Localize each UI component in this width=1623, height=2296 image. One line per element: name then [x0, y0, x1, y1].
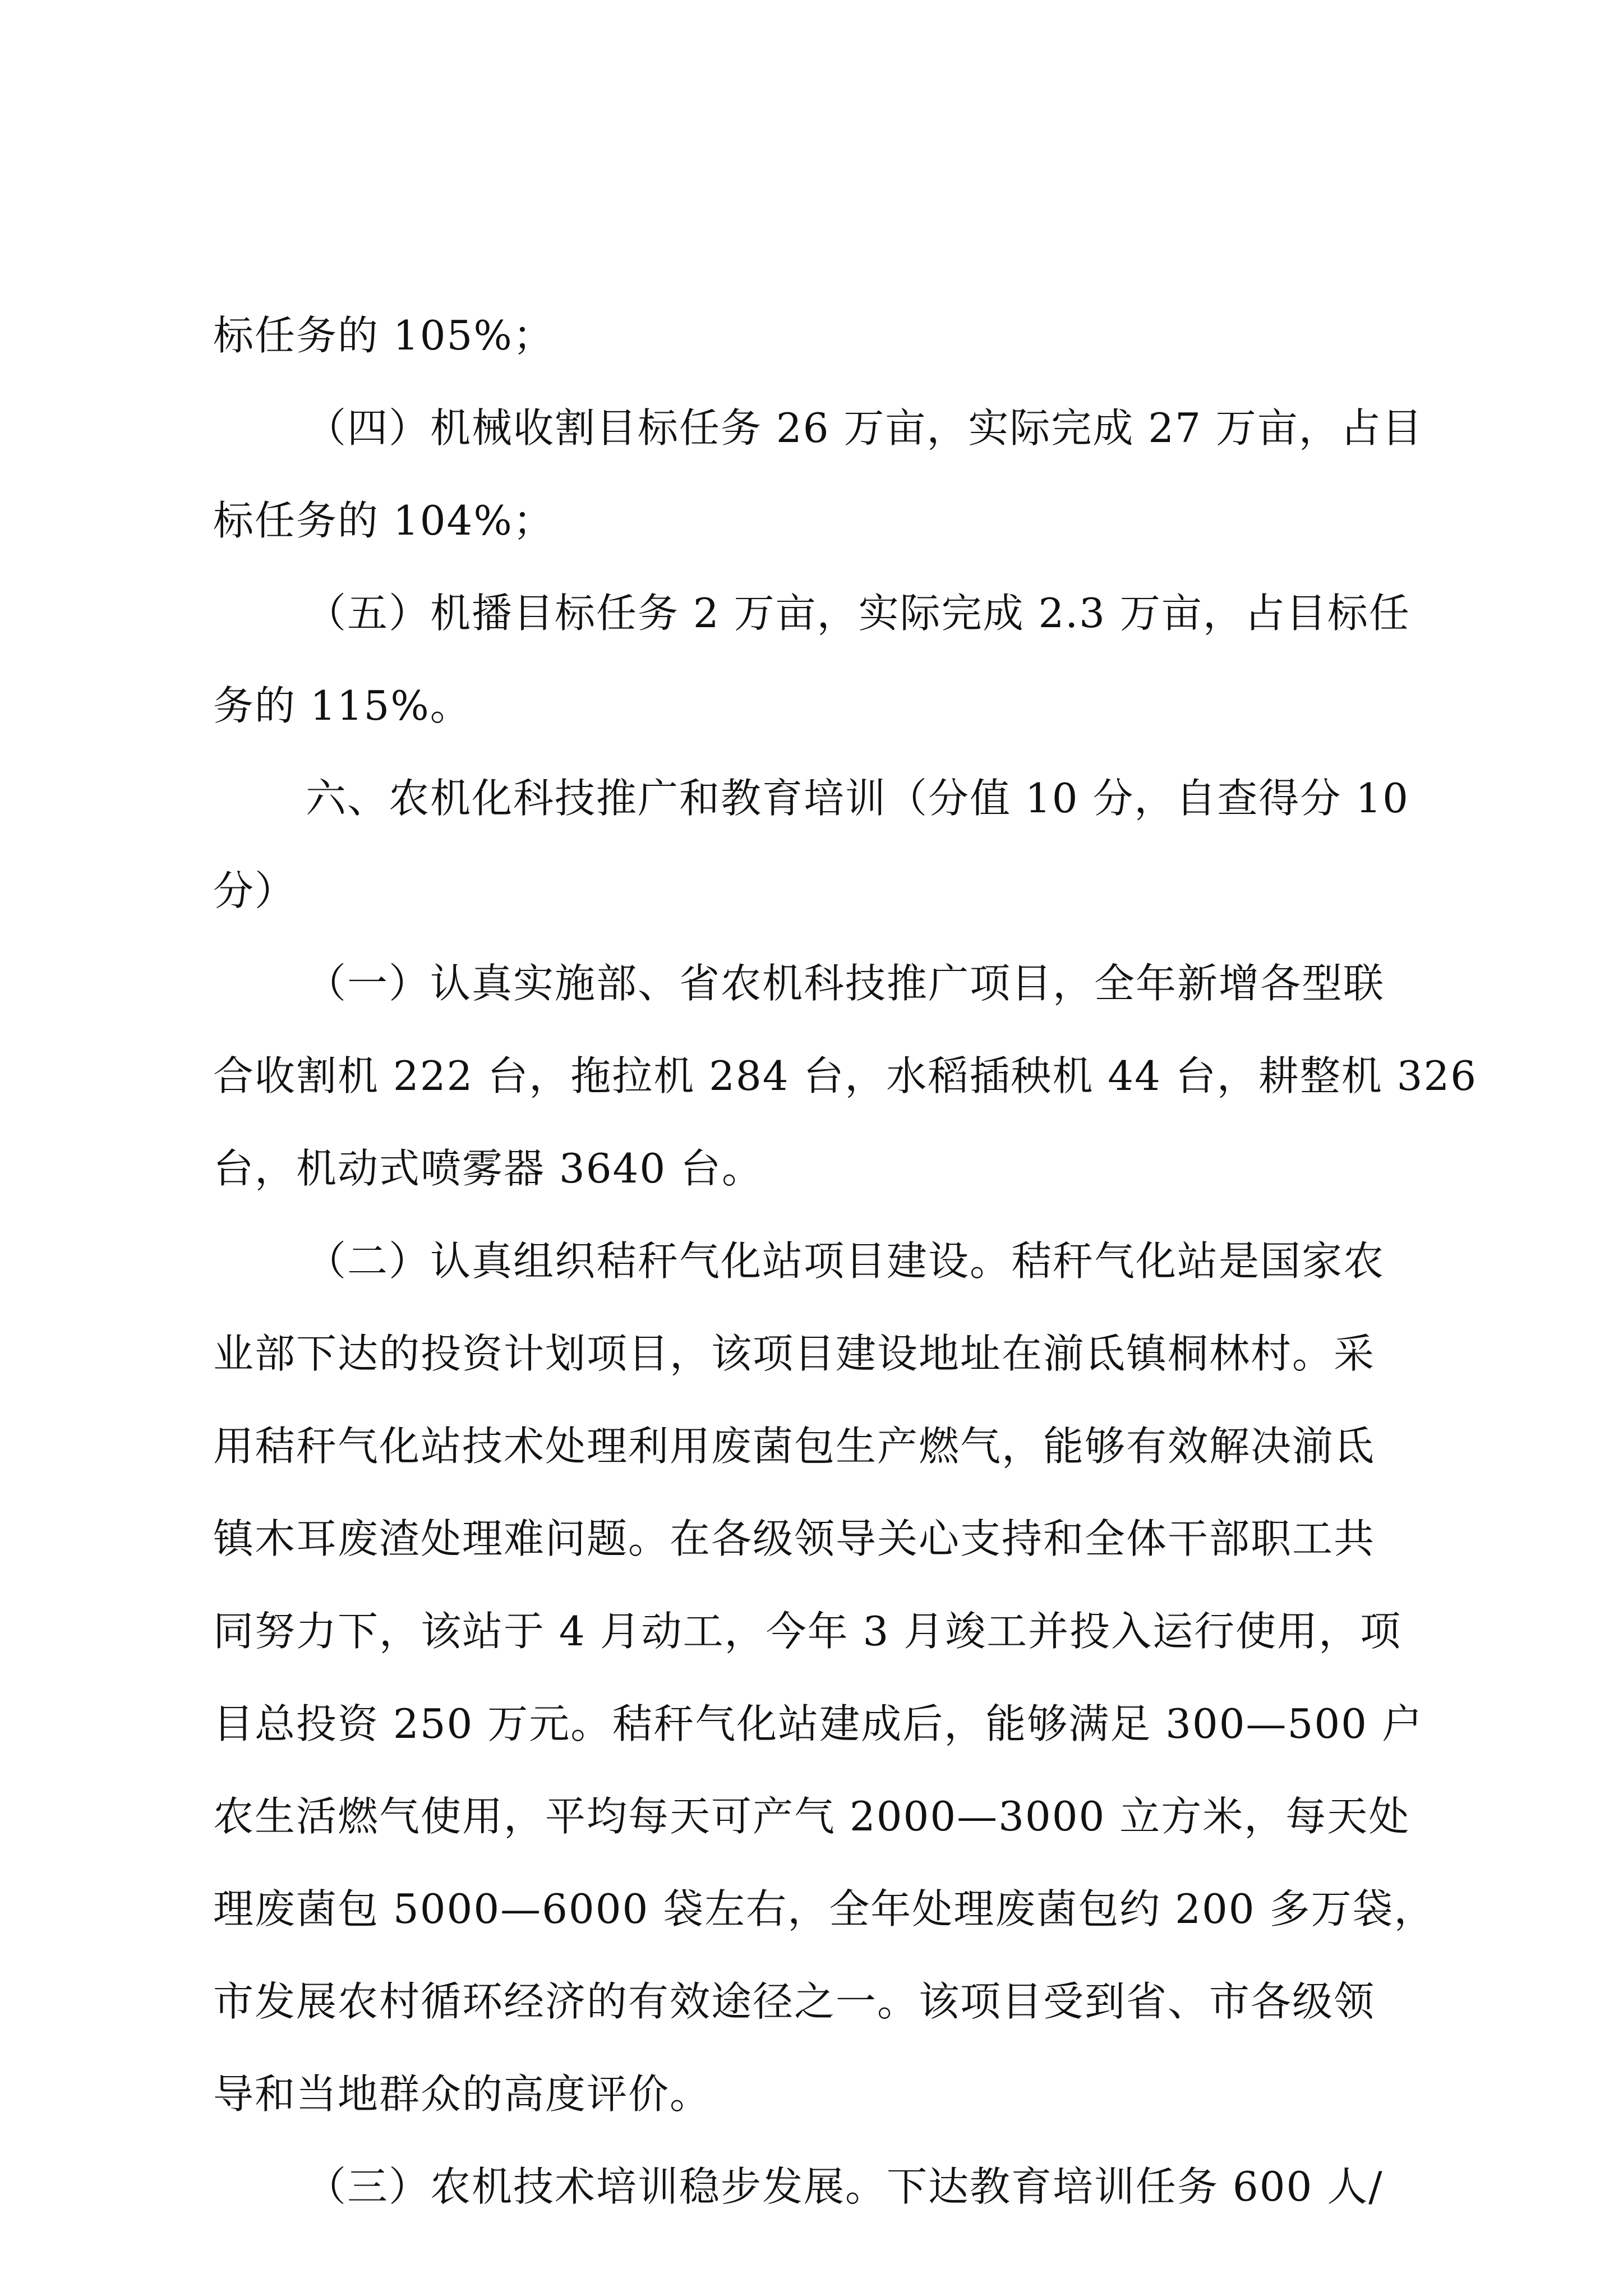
text-line-1: 标任务的 105%； [213, 312, 555, 359]
text-line-21: （三）农机技术培训稳步发展。下达教育培训任务 600 人/ [306, 2163, 1384, 2210]
text-line-20: 导和当地群众的高度评价。 [213, 2070, 712, 2118]
text-line-13: 用秸秆气化站技术处理利用废菌包生产燃气，能够有效解决湔氐 [213, 1423, 1376, 1470]
text-line-6: 六、农机化科技推广和教育培训（分值 10 分，自查得分 10 [306, 775, 1409, 822]
text-line-19: 市发展农村循环经济的有效途径之一。该项目受到省、市各级领 [213, 1978, 1376, 2025]
text-line-10: 台，机动式喷雾器 3640 台。 [213, 1145, 764, 1192]
text-line-3: 标任务的 104%； [213, 497, 555, 544]
text-line-16: 目总投资 250 万元。秸秆气化站建成后，能够满足 300—500 户 [213, 1700, 1423, 1747]
text-line-4: （五）机播目标任务 2 万亩，实际完成 2.3 万亩，占目标任 [306, 590, 1410, 637]
text-line-2: （四）机械收割目标任务 26 万亩，实际完成 27 万亩，占目 [306, 404, 1423, 452]
text-line-17: 农生活燃气使用，平均每天可产气 2000—3000 立方米，每天处 [213, 1793, 1410, 1840]
text-line-11: （二）认真组织秸秆气化站项目建设。秸秆气化站是国家农 [306, 1237, 1385, 1285]
text-line-7: 分） [213, 867, 297, 914]
text-line-8: （一）认真实施部、省农机科技推广项目，全年新增各型联 [306, 960, 1385, 1007]
text-line-14: 镇木耳废渣处理难问题。在各级领导关心支持和全体干部职工共 [213, 1515, 1376, 1562]
text-line-12: 业部下达的投资计划项目，该项目建设地址在湔氐镇桐林村。采 [213, 1330, 1376, 1377]
text-line-18: 理废菌包 5000—6000 袋左右，全年处理废菌包约 200 多万袋， [213, 1885, 1436, 1932]
text-line-5: 务的 115%。 [213, 682, 472, 729]
text-line-15: 同努力下，该站于 4 月动工，今年 3 月竣工并投入运行使用，项 [213, 1608, 1402, 1655]
text-line-9: 合收割机 222 台，拖拉机 284 台，水稻插秧机 44 台，耕整机 326 [213, 1052, 1478, 1099]
